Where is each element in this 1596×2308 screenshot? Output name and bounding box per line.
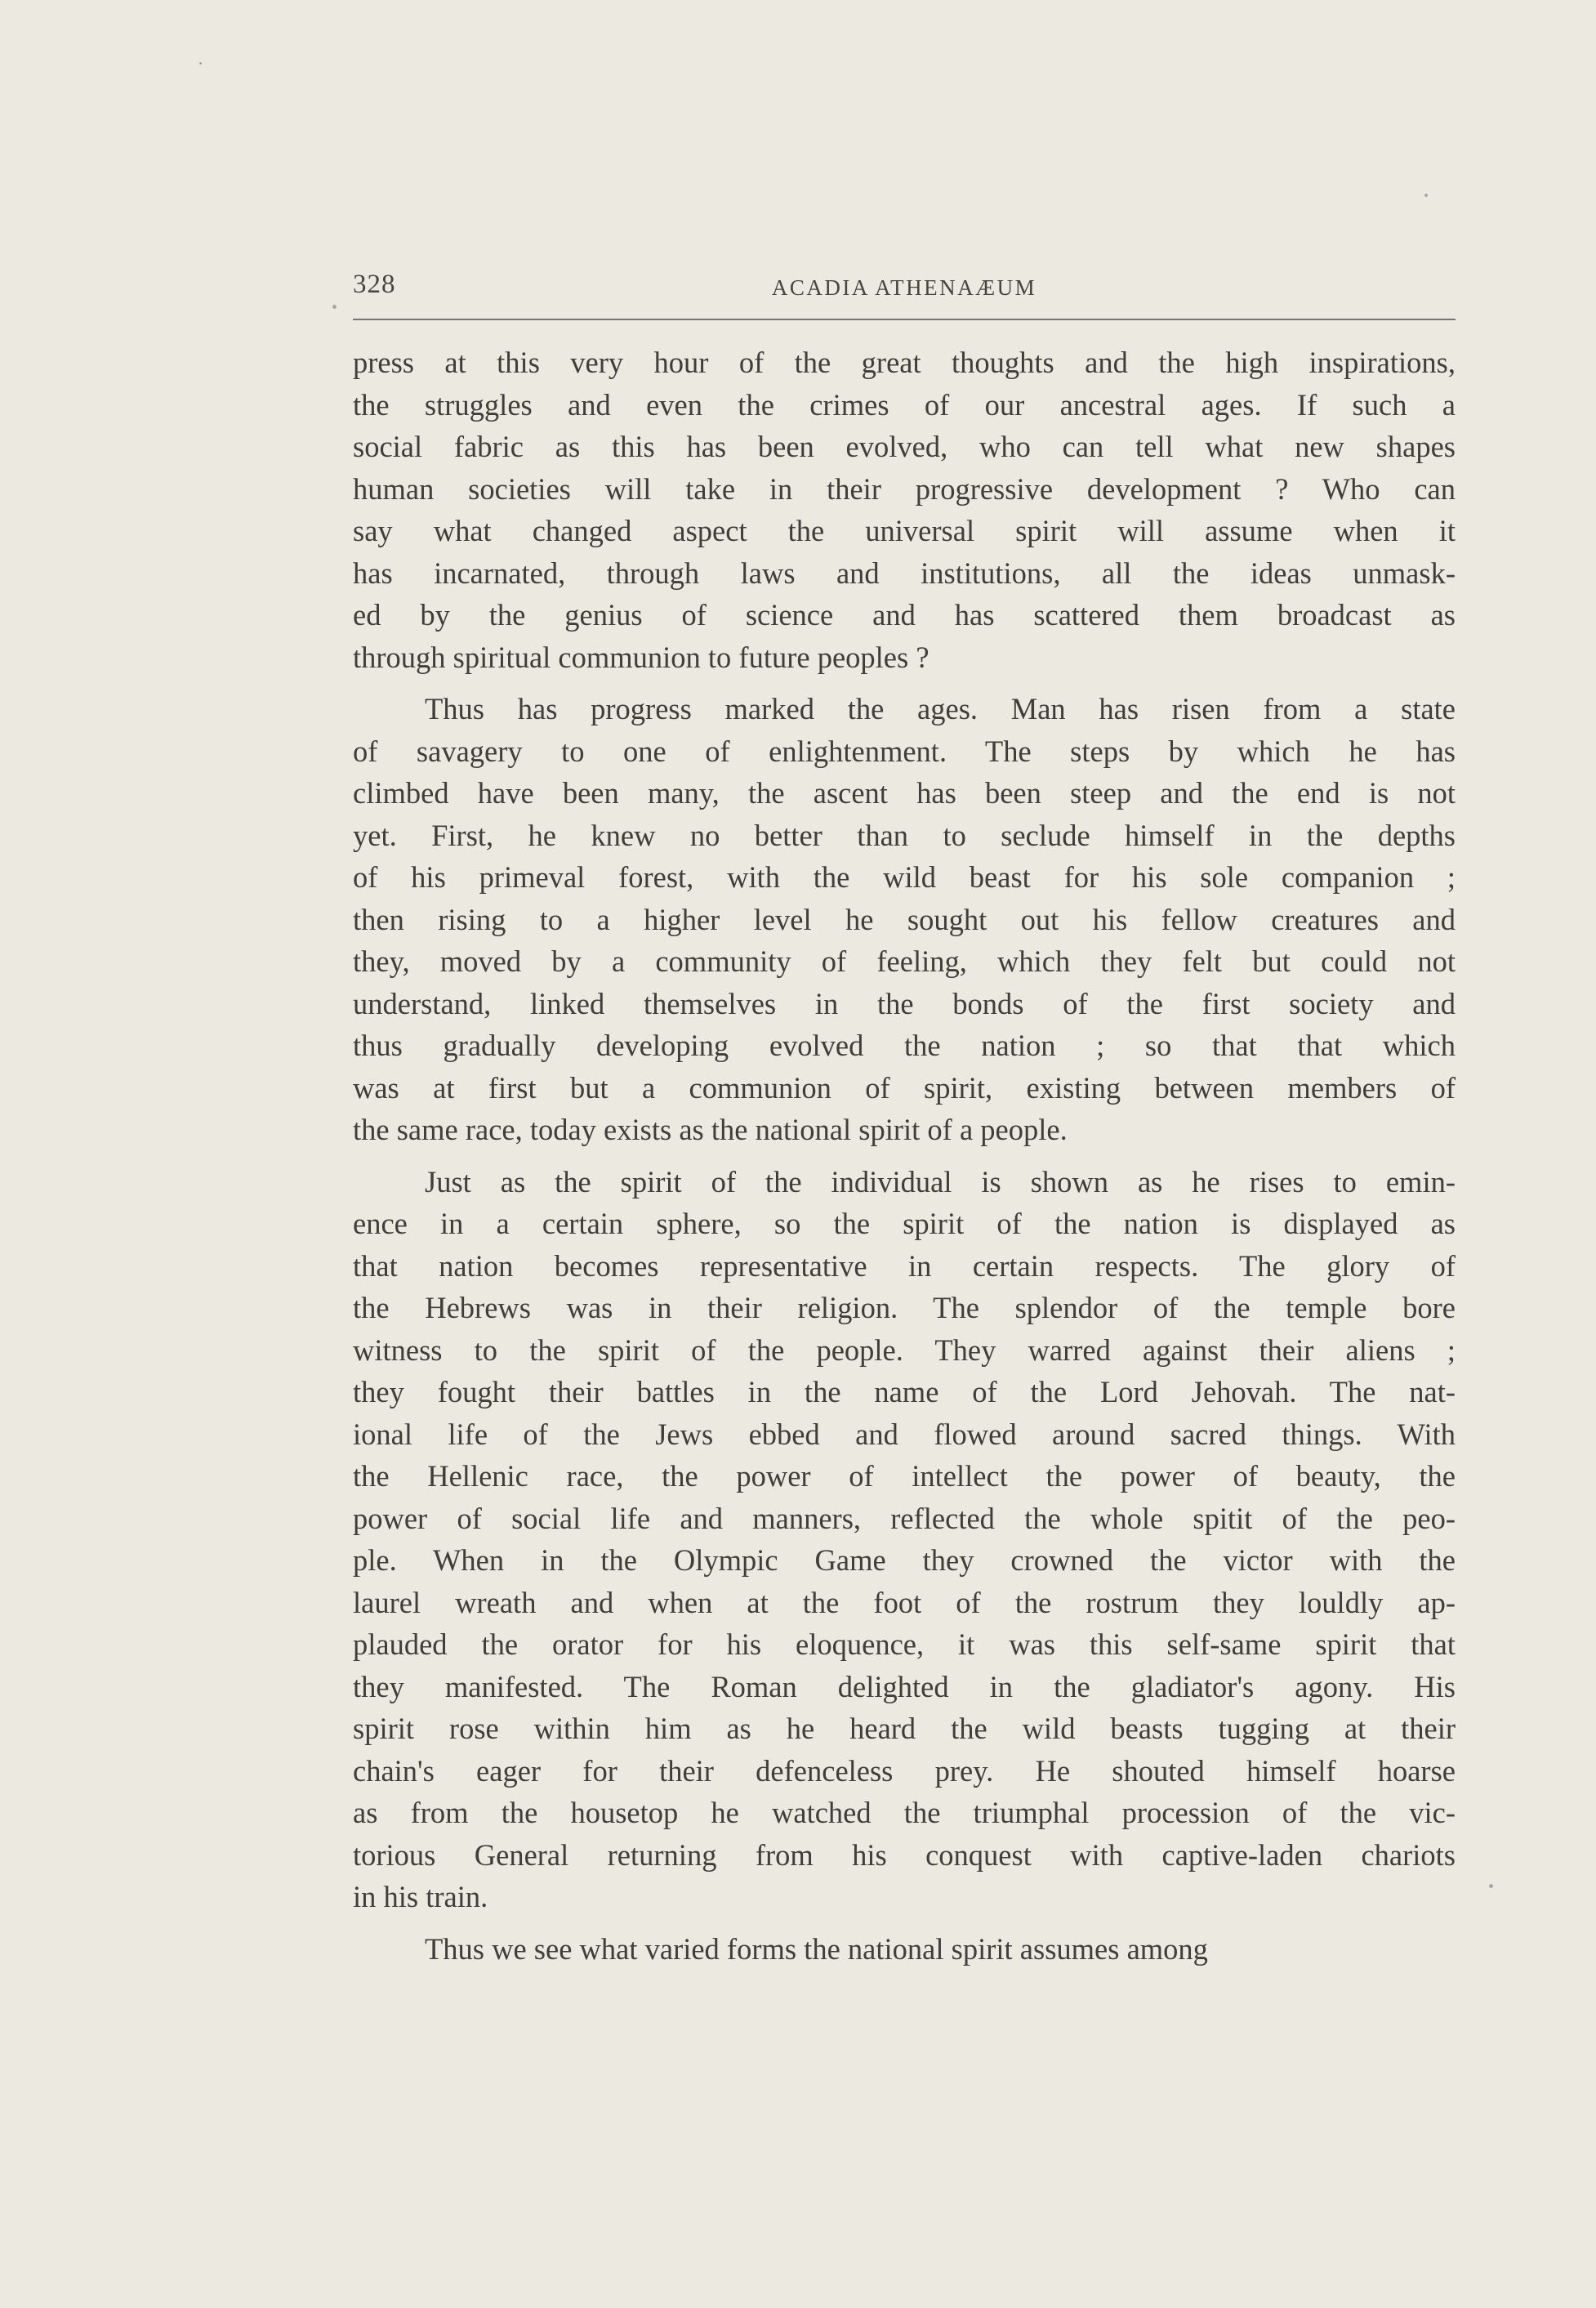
- text-line: was at first but a communion of spirit, existing between members of: [353, 1070, 1456, 1105]
- text-line: ed by the genius of science and has scattered them broadcast as: [353, 598, 1456, 632]
- text-line: understand, linked themselves in the bonds of the first society and: [353, 986, 1456, 1020]
- text-line: human societies will take in their progressive development ? Who can: [353, 471, 1456, 506]
- scan-speck: [332, 305, 337, 309]
- text-line: plauded the orator for his eloquence, it was this self-same spirit that: [353, 1627, 1456, 1661]
- page-number: 328: [353, 270, 396, 299]
- text-line: in his train.: [353, 1880, 488, 1913]
- text-line: of savagery to one of enlightenment. The steps by which he has: [353, 734, 1456, 768]
- text-line: as from the housetop he watched the triumphal procession of the vic-: [353, 1796, 1456, 1829]
- paragraph: [353, 1161, 1456, 1918]
- text-line: they manifested. The Roman delighted in the gladiator's agony. His: [353, 1669, 1456, 1703]
- scan-speck: [199, 62, 202, 65]
- scan-speck: [1489, 1884, 1493, 1888]
- text-line: spirit rose within him as he heard the wild beasts tugging at their: [353, 1712, 1456, 1745]
- text-line: ional life of the Jews ebbed and flowed around sacred things. With: [353, 1417, 1456, 1451]
- text-line: then rising to a higher level he sought out his fellow creatures and: [353, 902, 1456, 936]
- header-rule: [353, 319, 1456, 320]
- running-head: ACADIA ATHENAÆUM: [771, 275, 1037, 300]
- paragraph: [353, 1928, 1456, 1971]
- text-line: that nation becomes representative in certain respects. The glory of: [353, 1248, 1456, 1283]
- text-line: through spiritual communion to future peoples ?: [353, 640, 930, 674]
- text-line: the same race, today exists as the national spirit of a people.: [353, 1113, 1068, 1146]
- text-line: power of social life and manners, reflected the whole spitit of the peo-: [353, 1501, 1456, 1535]
- text-line: press at this very hour of the great thoughts and the high inspirations,: [353, 346, 1456, 379]
- text-line: Thus we see what varied forms the national spirit assumes among: [425, 1931, 1208, 1966]
- text-line: ence in a certain sphere, so the spirit of the nation is displayed as: [353, 1207, 1456, 1240]
- paragraph: [353, 688, 1456, 1151]
- text-line: the Hellenic race, the power of intellect the power of beauty, the: [353, 1459, 1456, 1493]
- text-line: has incarnated, through laws and institutions, all the ideas unmask-: [353, 556, 1456, 590]
- text-line: social fabric as this has been evolved, who can tell what new shapes: [353, 430, 1456, 463]
- text-line: yet. First, he knew no better than to seclude himself in the depths: [353, 818, 1456, 852]
- text-line: say what changed aspect the universal spirit will assume when it: [353, 514, 1456, 547]
- text-line: they, moved by a community of feeling, which they felt but could not: [353, 944, 1456, 978]
- text-line: chain's eager for their defenceless prey. He shouted himself hoarse: [353, 1753, 1456, 1788]
- text-line: the Hebrews was in their religion. The splendor of the temple bore: [353, 1291, 1456, 1324]
- text-line: they fought their battles in the name of the Lord Jehovah. The nat-: [353, 1375, 1456, 1408]
- page-header: [353, 270, 1456, 319]
- text-line: thus gradually developing evolved the nation ; so that that which: [353, 1029, 1456, 1062]
- text-line: witness to the spirit of the people. They warred against their aliens ;: [353, 1333, 1456, 1367]
- text-line: Just as the spirit of the individual is shown as he rises to emin-: [425, 1164, 1456, 1199]
- text-line: Thus has progress marked the ages. Man has risen from a state: [425, 692, 1456, 725]
- text-line: the struggles and even the crimes of our ancestral ages. If such a: [353, 387, 1456, 422]
- text-line: ple. When in the Olympic Game they crowned the victor with the: [353, 1543, 1456, 1577]
- text-line: climbed have been many, the ascent has been steep and the end is not: [353, 776, 1456, 810]
- paragraph: [353, 342, 1456, 678]
- body-text: [353, 342, 1456, 1980]
- text-line: torious General returning from his conquest with captive-laden chariots: [353, 1837, 1456, 1872]
- scan-speck: [1424, 194, 1428, 197]
- text-line: laurel wreath and when at the foot of the rostrum they louldly ap-: [353, 1585, 1456, 1619]
- text-line: of his primeval forest, with the wild beast for his sole companion ;: [353, 860, 1456, 894]
